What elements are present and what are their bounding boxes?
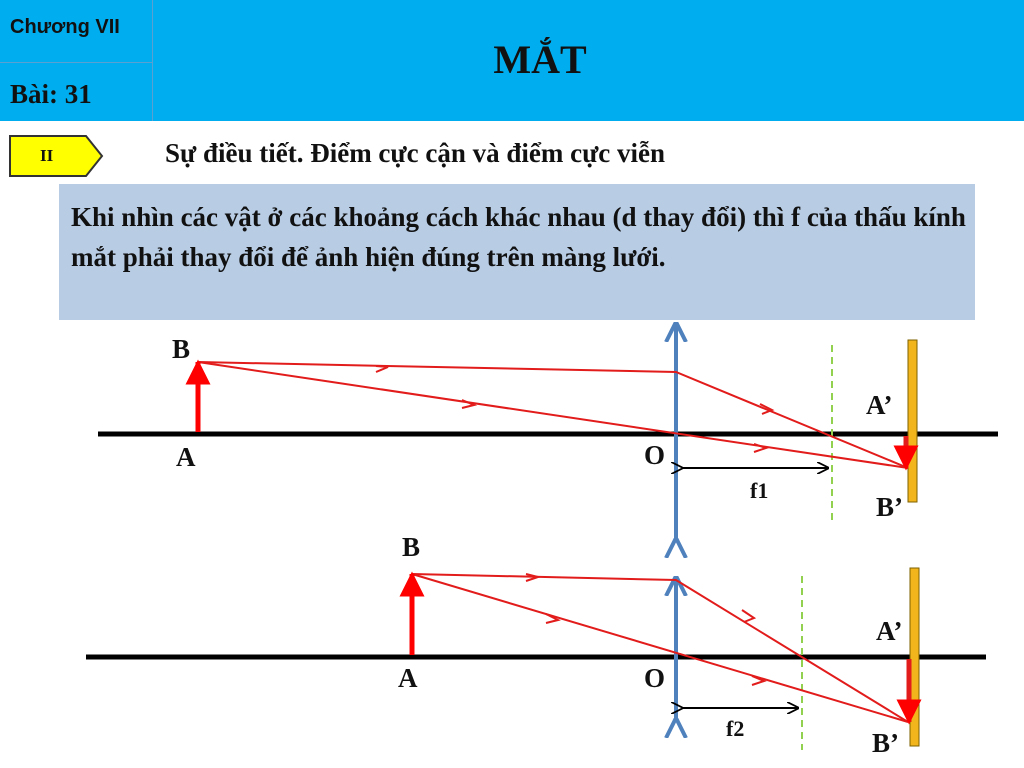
diagram-2 — [86, 532, 986, 758]
label-A-prime-2: A’ — [876, 616, 903, 646]
ray-arrow-1a — [376, 366, 388, 372]
label-A-prime-1: A’ — [866, 390, 893, 420]
label-B-1: B — [172, 334, 191, 364]
label-O-2: O — [644, 663, 666, 693]
label-B-prime-1: B’ — [876, 492, 903, 522]
note-box: Khi nhìn các vật ở các khoảng cách khác nhau (d thay đổi) thì f của thấu kính mắt phải thay đổi để ảnh hiện đúng trên màng lưới. — [59, 184, 975, 320]
label-f2: f2 — [726, 716, 745, 741]
diagram-1 — [98, 324, 998, 540]
label-B-2: B — [402, 532, 421, 562]
ray-arrow-1b — [462, 400, 474, 408]
section-badge-label: II — [40, 146, 54, 165]
ray-center-1 — [198, 362, 908, 468]
chapter-label: Chương VII — [10, 16, 120, 38]
ray-arrow-1d — [754, 444, 766, 452]
label-A-1: A — [176, 442, 196, 472]
lesson-label: Bài: 31 — [10, 79, 92, 109]
page-title: MẮT — [493, 37, 587, 82]
ray-arrow-2c — [742, 610, 754, 622]
ray-center-2 — [412, 574, 908, 722]
label-f1: f1 — [750, 478, 769, 503]
label-A-2: A — [398, 663, 418, 693]
label-O-1: O — [644, 440, 666, 470]
section-title: Sự điều tiết. Điểm cực cận và điểm cực viễn — [165, 138, 666, 168]
retina-1 — [908, 340, 917, 502]
label-B-prime-2: B’ — [872, 728, 899, 758]
